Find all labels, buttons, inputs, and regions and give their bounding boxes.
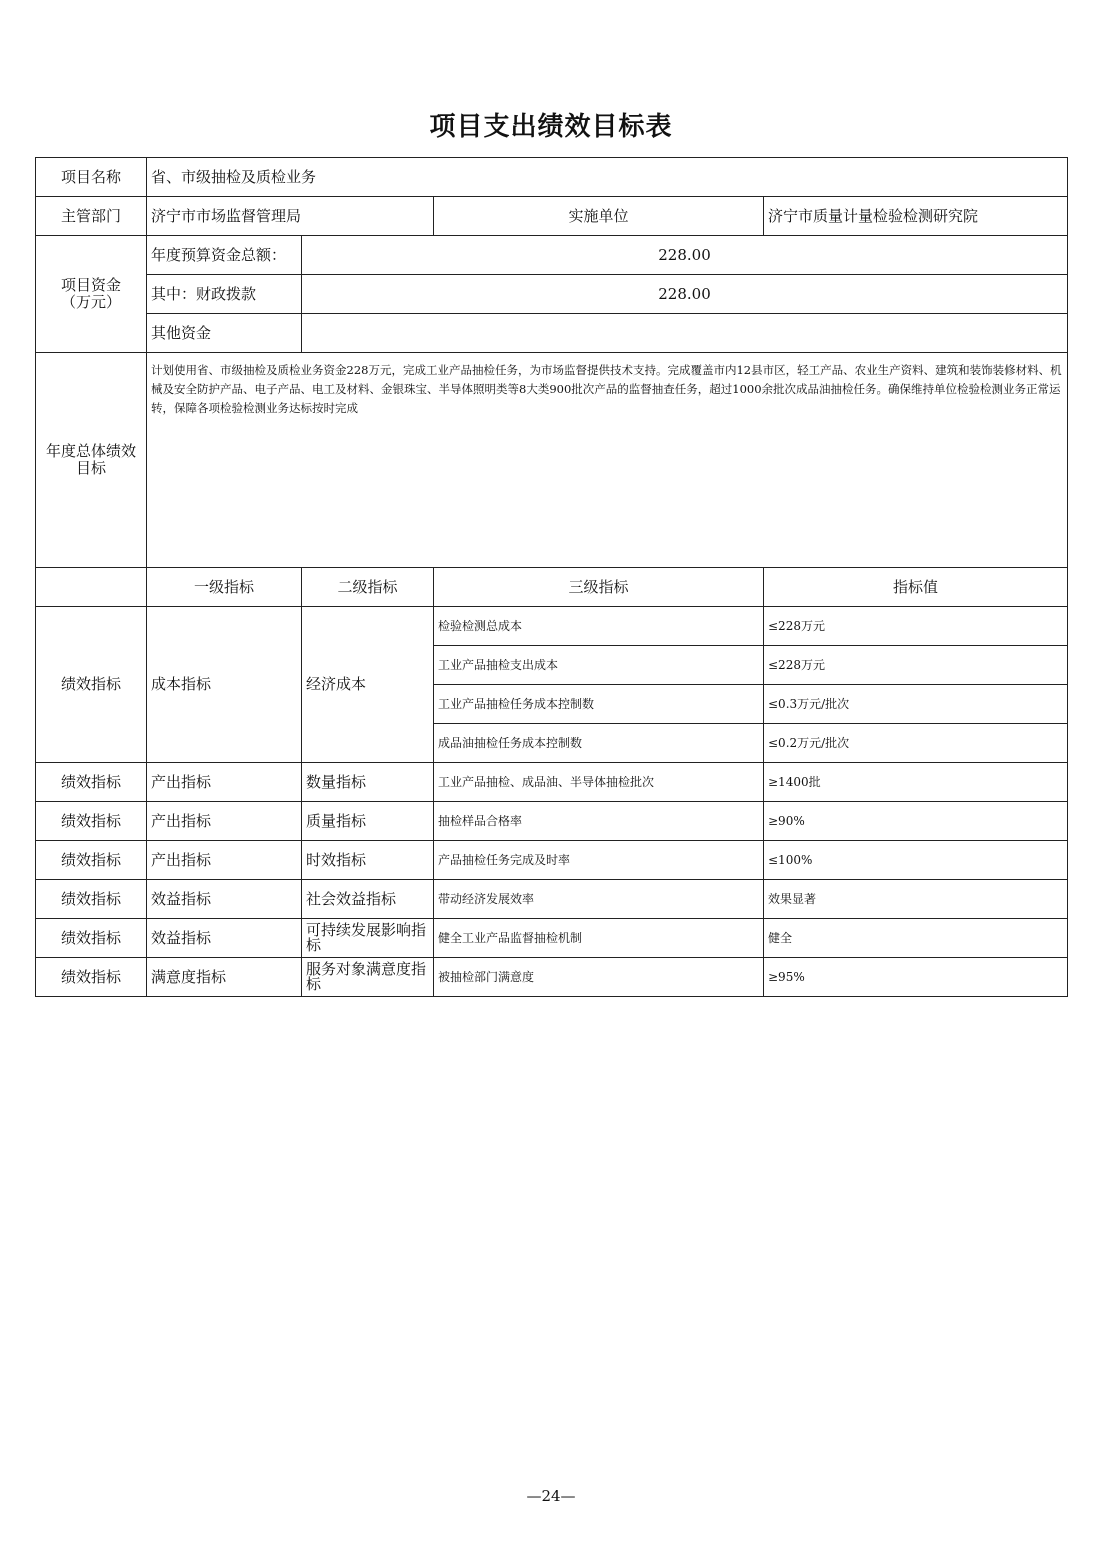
funds-fiscal-value: 228.00 (302, 275, 1068, 314)
goal-text: 计划使用省、市级抽检及质检业务资金228万元，完成工业产品抽检任务，为市场监督提供技术支持。完成覆盖市内12县市区，轻工产品、农业生产资料、建筑和装饰装修材料、机械及安全防护产品、电子产品、电工及材料、金银珠宝、半导体照明类等8大类900批次产品的监督抽查任务，超过1000余批次成品油抽检任务。确保维持单位检验检测业务正常运转，保障各项检验检测业务达标按时完成 (147, 353, 1068, 568)
row-level2: 时效指标 (302, 841, 434, 880)
row-category: 绩效指标 (36, 763, 147, 802)
page-title: 项目支出绩效目标表 (429, 112, 673, 142)
row-level1: 效益指标 (147, 880, 302, 919)
table-row (36, 958, 1068, 997)
dept-value: 济宁市市场监督管理局 (147, 197, 434, 236)
cost-category: 绩效指标 (36, 607, 147, 763)
impl-label: 实施单位 (434, 197, 764, 236)
impl-value: 济宁市质量计量检验检测研究院 (764, 197, 1068, 236)
row-category: 绩效指标 (36, 841, 147, 880)
table-row (36, 919, 1068, 958)
funds-total-value: 228.00 (302, 236, 1068, 275)
row-level3: 抽检样品合格率 (434, 802, 764, 841)
row-level1: 产出指标 (147, 802, 302, 841)
row-level2: 数量指标 (302, 763, 434, 802)
cost-value-2: ≤0.3万元/批次 (764, 685, 1068, 724)
row-value: ≥90% (764, 802, 1068, 841)
row-level3: 健全工业产品监督抽检机制 (434, 919, 764, 958)
row-value: ≥1400批 (764, 763, 1068, 802)
dept-label: 主管部门 (36, 197, 147, 236)
row-level2: 社会效益指标 (302, 880, 434, 919)
cost-value-3: ≤0.2万元/批次 (764, 724, 1068, 763)
table-row (36, 763, 1068, 802)
performance-table (35, 157, 1068, 997)
row-level2: 可持续发展影响指标 (302, 919, 434, 958)
row-level3: 带动经济发展效率 (434, 880, 764, 919)
cost-level1: 成本指标 (147, 607, 302, 763)
cost-value-0: ≤228万元 (764, 607, 1068, 646)
funds-other-value (302, 314, 1068, 353)
cost-level3-2: 工业产品抽检任务成本控制数 (434, 685, 764, 724)
header-value: 指标值 (764, 568, 1068, 607)
row-level1: 满意度指标 (147, 958, 302, 997)
row-level1: 产出指标 (147, 841, 302, 880)
header-level3: 三级指标 (434, 568, 764, 607)
row-category: 绩效指标 (36, 802, 147, 841)
row-level3: 工业产品抽检、成品油、半导体抽检批次 (434, 763, 764, 802)
project-name-label: 项目名称 (36, 158, 147, 197)
header-level2: 二级指标 (302, 568, 434, 607)
row-category: 绩效指标 (36, 958, 147, 997)
header-level1: 一级指标 (147, 568, 302, 607)
row-category: 绩效指标 (36, 880, 147, 919)
cost-level3-1: 工业产品抽检支出成本 (434, 646, 764, 685)
goal-label-line1: 年度总体绩效 (45, 442, 136, 460)
row-level1: 产出指标 (147, 763, 302, 802)
cost-level2: 经济成本 (302, 607, 434, 763)
row-value: 健全 (764, 919, 1068, 958)
funds-label (36, 236, 147, 353)
cost-level3-0: 检验检测总成本 (434, 607, 764, 646)
funds-label-line1: 项目资金 (60, 276, 121, 294)
funds-fiscal-label: 其中：财政拨款 (147, 275, 302, 314)
row-value: ≥95% (764, 958, 1068, 997)
page-number: —24— (526, 1487, 576, 1505)
row-level3: 被抽检部门满意度 (434, 958, 764, 997)
header-blank (36, 568, 147, 607)
table-row (36, 841, 1068, 880)
row-level1: 效益指标 (147, 919, 302, 958)
row-level2: 服务对象满意度指标 (302, 958, 434, 997)
goal-label-line2: 目标 (75, 459, 106, 477)
row-level3: 产品抽检任务完成及时率 (434, 841, 764, 880)
row-value: 效果显著 (764, 880, 1068, 919)
cost-value-1: ≤228万元 (764, 646, 1068, 685)
goal-label (36, 353, 147, 568)
row-level2: 质量指标 (302, 802, 434, 841)
project-name-value: 省、市级抽检及质检业务 (147, 158, 1068, 197)
funds-total-label: 年度预算资金总额： (147, 236, 302, 275)
row-category: 绩效指标 (36, 919, 147, 958)
funds-label-line2: （万元） (60, 293, 121, 311)
row-value: ≤100% (764, 841, 1068, 880)
table-row (36, 802, 1068, 841)
table-row (36, 880, 1068, 919)
funds-other-label: 其他资金 (147, 314, 302, 353)
cost-level3-3: 成品油抽检任务成本控制数 (434, 724, 764, 763)
